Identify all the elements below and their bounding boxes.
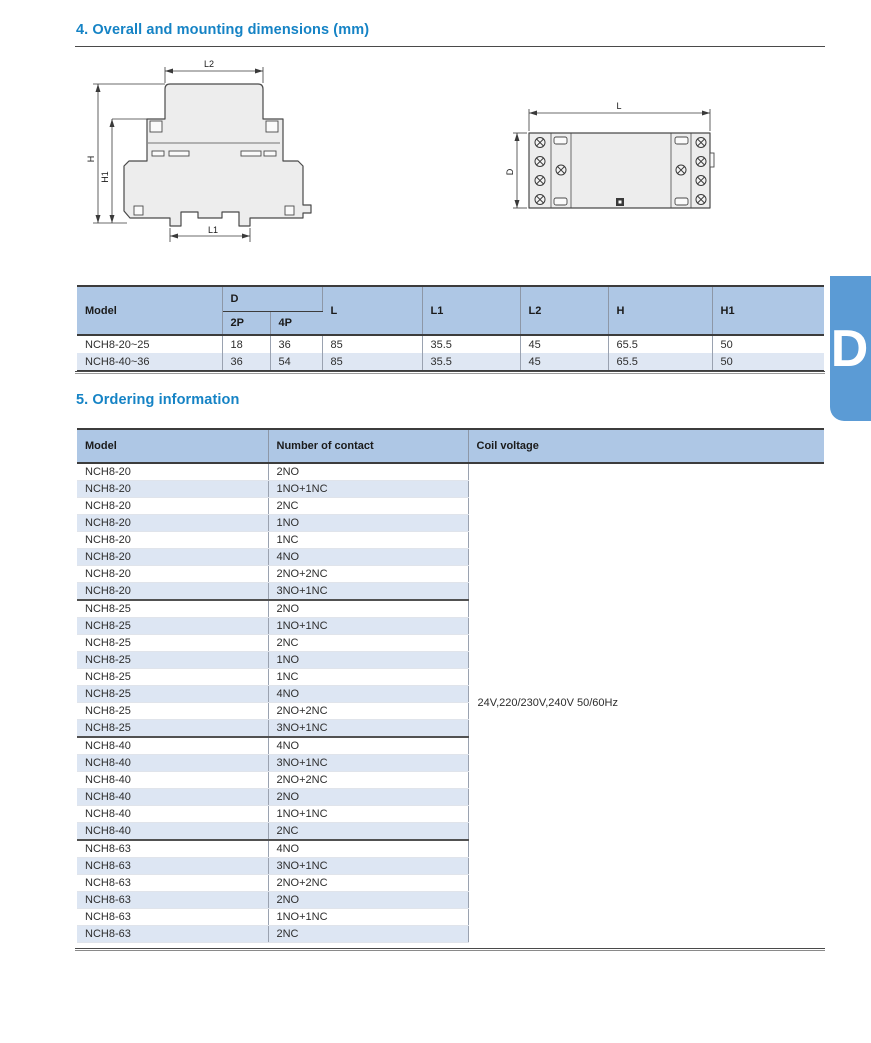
d4p-cell: 54 — [270, 353, 322, 371]
model-cell: NCH8-63 — [77, 840, 268, 858]
col-header-h: H — [608, 286, 712, 335]
col-header-2p: 2P — [222, 312, 270, 336]
col-header-l1: L1 — [422, 286, 520, 335]
contact-cell: 3NO+1NC — [268, 720, 468, 738]
contact-cell: 4NO — [268, 840, 468, 858]
model-cell: NCH8-25 — [77, 652, 268, 669]
contact-cell: 2NO+2NC — [268, 703, 468, 720]
section-5-title: 5. Ordering information — [76, 392, 240, 408]
dim-label-h1: H1 — [100, 171, 110, 183]
contact-cell: 3NO+1NC — [268, 583, 468, 601]
model-cell: NCH8-25 — [77, 618, 268, 635]
ordering-table-body — [77, 463, 824, 943]
col-header-model: Model — [77, 286, 222, 335]
model-cell: NCH8-25 — [77, 720, 268, 738]
d2p-cell: 18 — [222, 335, 270, 353]
model-cell: NCH8-40 — [77, 737, 268, 755]
dim-label-l1: L1 — [207, 225, 219, 235]
col-header-model: Model — [77, 429, 268, 463]
contact-cell: 1NO — [268, 515, 468, 532]
h-cell: 65.5 — [608, 353, 712, 371]
model-cell: NCH8-25 — [77, 635, 268, 652]
model-cell: NCH8-63 — [77, 926, 268, 943]
model-cell: NCH8-63 — [77, 875, 268, 892]
model-cell: NCH8-20 — [77, 583, 268, 601]
section-5-end-divider — [75, 948, 825, 949]
contact-cell: 2NC — [268, 635, 468, 652]
contact-cell: 2NC — [268, 498, 468, 515]
contact-cell: 2NO — [268, 892, 468, 909]
model-cell: NCH8-20 — [77, 549, 268, 566]
model-cell: NCH8-20 — [77, 481, 268, 498]
table-row — [77, 335, 824, 353]
model-cell: NCH8-63 — [77, 909, 268, 926]
contact-cell: 2NO — [268, 789, 468, 806]
contact-cell: 2NO+2NC — [268, 772, 468, 789]
col-header-coil: Coil voltage — [468, 429, 824, 463]
h1-cell: 50 — [720, 338, 733, 351]
model-cell: NCH8-63 — [77, 858, 268, 875]
contact-cell: 2NO+2NC — [268, 566, 468, 583]
col-header-h1: H1 — [712, 286, 824, 335]
l-cell: 85 — [322, 353, 422, 371]
dim-label-l: L — [616, 101, 622, 111]
model-cell: NCH8-63 — [77, 892, 268, 909]
model-cell: NCH8-20 — [77, 566, 268, 583]
model-cell: NCH8-40 — [77, 789, 268, 806]
model-cell: NCH8-20 — [77, 463, 268, 481]
front-view-diagram — [505, 95, 740, 225]
dimensions-table — [77, 285, 824, 372]
model-cell: NCH8-20 — [77, 498, 268, 515]
dim-label-h: H — [86, 155, 96, 163]
contact-cell: 1NC — [268, 669, 468, 686]
contact-cell: 1NO+1NC — [268, 909, 468, 926]
model-cell: NCH8-25 — [77, 600, 268, 618]
d2p-cell: 36 — [222, 353, 270, 371]
contact-cell: 1NO+1NC — [268, 618, 468, 635]
dimensions-table-divider — [75, 371, 825, 372]
dim-label-d: D — [505, 168, 515, 176]
model-cell: NCH8-25 — [77, 669, 268, 686]
section-4-title: 4. Overall and mounting dimensions (mm) — [76, 22, 370, 38]
l2-cell: 45 — [520, 335, 608, 353]
col-header-l2: L2 — [520, 286, 608, 335]
contact-cell: 4NO — [268, 686, 468, 703]
contact-cell: 4NO — [268, 549, 468, 566]
model-cell: NCH8-25 — [77, 686, 268, 703]
contact-cell: 3NO+1NC — [268, 858, 468, 875]
model-cell: NCH8-20~25 — [77, 335, 222, 353]
model-cell: NCH8-40 — [77, 772, 268, 789]
model-cell: NCH8-25 — [77, 703, 268, 720]
dimension-table-body — [77, 335, 824, 371]
col-header-l: L — [322, 286, 422, 335]
contact-cell: 1NO — [268, 652, 468, 669]
contact-cell: 2NC — [268, 926, 468, 943]
l2-cell: 45 — [520, 353, 608, 371]
contact-cell: 4NO — [268, 737, 468, 755]
page-index-tab-label: D — [830, 319, 869, 378]
contact-cell: 1NO+1NC — [268, 806, 468, 823]
col-header-4p: 4P — [270, 312, 322, 336]
dim-label-l2: L2 — [203, 59, 215, 69]
model-cell: NCH8-40 — [77, 806, 268, 823]
contact-cell: 2NO — [268, 600, 468, 618]
contact-cell: 2NO+2NC — [268, 875, 468, 892]
model-cell: NCH8-40 — [77, 823, 268, 841]
contact-cell: 1NC — [268, 532, 468, 549]
h1-cell: 50 — [720, 355, 733, 368]
contact-cell: 1NO+1NC — [268, 481, 468, 498]
contact-cell: 2NC — [268, 823, 468, 841]
l1-cell: 35.5 — [422, 353, 520, 371]
ordering-table — [77, 428, 824, 943]
col-header-d: D — [222, 286, 322, 312]
h-cell: 65.5 — [608, 335, 712, 353]
model-cell: NCH8-20 — [77, 515, 268, 532]
contact-cell: 3NO+1NC — [268, 755, 468, 772]
page-index-tab[interactable] — [830, 276, 871, 421]
coil-voltage-cell: 24V,220/230V,240V 50/60Hz — [468, 463, 824, 943]
model-cell: NCH8-20 — [77, 532, 268, 549]
l-cell: 85 — [322, 335, 422, 353]
table-row — [77, 463, 824, 481]
side-profile-diagram — [85, 55, 335, 255]
contact-cell: 2NO — [268, 463, 468, 481]
model-cell: NCH8-40 — [77, 755, 268, 772]
col-header-contact: Number of contact — [268, 429, 468, 463]
l1-cell: 35.5 — [422, 335, 520, 353]
model-cell: NCH8-40~36 — [77, 353, 222, 371]
table-row — [77, 353, 824, 371]
d4p-cell: 36 — [270, 335, 322, 353]
section-4-divider — [75, 46, 825, 47]
